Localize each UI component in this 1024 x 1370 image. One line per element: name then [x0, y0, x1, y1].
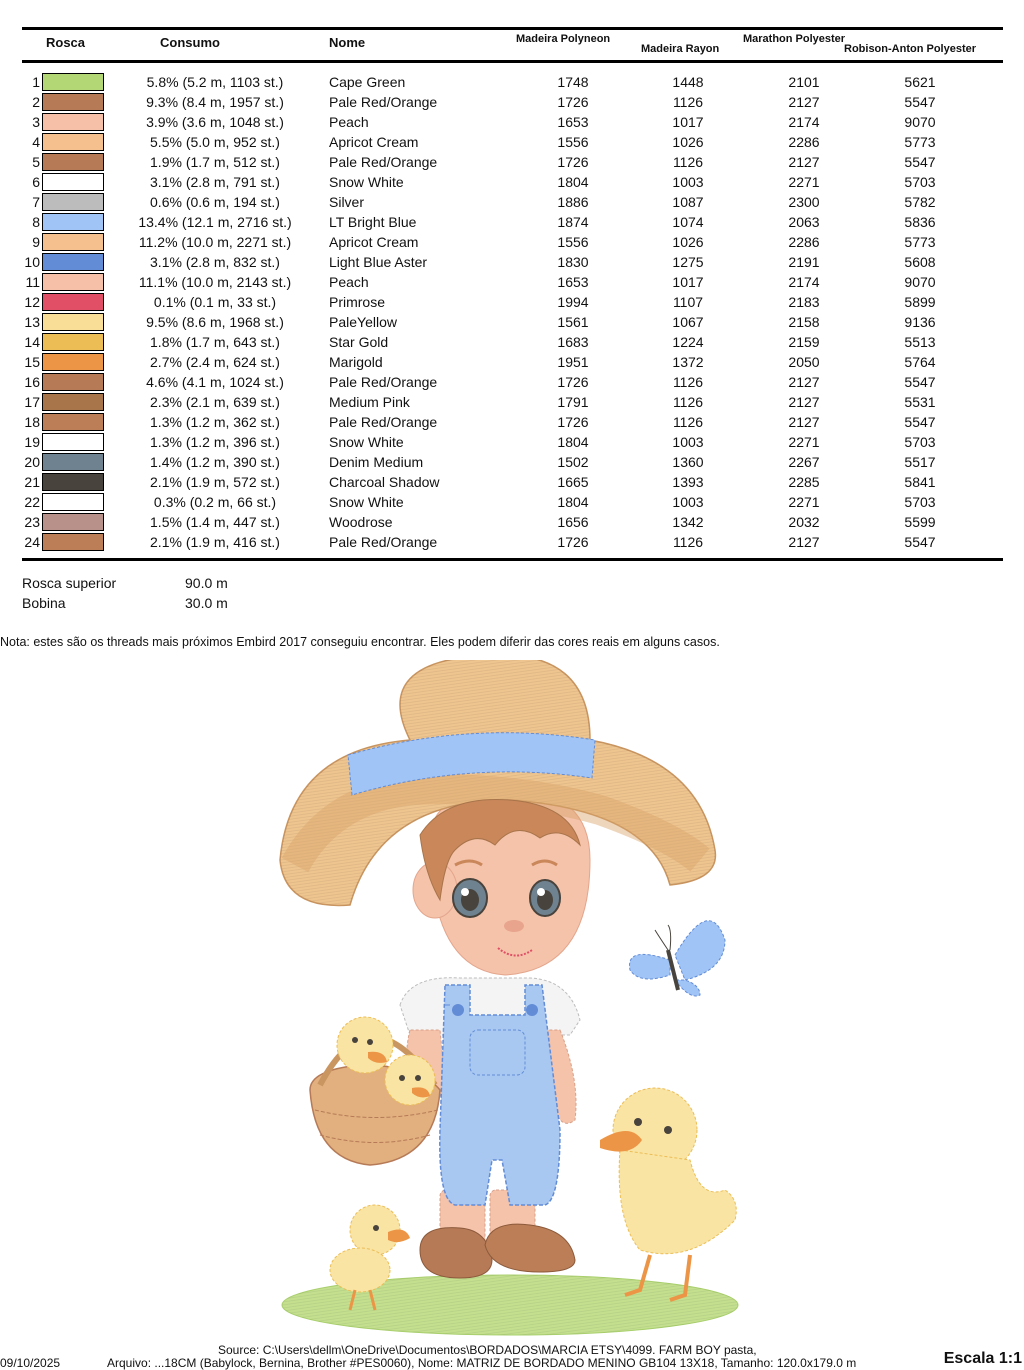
madeira-polyneon-code: 1886: [557, 194, 589, 210]
thread-number: 9: [32, 234, 40, 250]
thread-name: Light Blue Aster: [329, 254, 428, 270]
madeira-polyneon-code: 1653: [557, 114, 589, 130]
madeira-polyneon-code: 1994: [557, 294, 589, 310]
robison-anton-code: 5547: [904, 154, 936, 170]
bobina-label: Bobina: [22, 595, 66, 611]
madeira-polyneon-code: 1874: [557, 214, 589, 230]
robison-anton-code: 9136: [904, 314, 936, 330]
thread-consumption: 9.3% (8.4 m, 1957 st.): [146, 94, 284, 110]
madeira-rayon-code: 1360: [672, 454, 704, 470]
thread-name: Cape Green: [329, 74, 406, 90]
thread-color-swatch: [42, 293, 104, 311]
thread-number: 12: [24, 294, 40, 310]
madeira-rayon-code: 1393: [672, 474, 704, 490]
thread-row: [0, 512, 1024, 532]
footer-scale: Escala 1:1: [943, 1350, 1022, 1367]
marathon-polyester-code: 2183: [788, 294, 820, 310]
madeira-rayon-code: 1107: [672, 294, 704, 310]
thread-number: 6: [32, 174, 40, 190]
robison-anton-code: 5773: [904, 234, 936, 250]
marathon-polyester-code: 2127: [788, 94, 820, 110]
robison-anton-code: 5703: [904, 434, 936, 450]
thread-row: [0, 292, 1024, 312]
madeira-rayon-code: 1126: [672, 154, 704, 170]
madeira-polyneon-code: 1830: [557, 254, 589, 270]
thread-note: Nota: estes são os threads mais próximos Embird 2017 conseguiu encontrar. Eles podem diferir das cores reais em alguns casos.: [0, 635, 720, 649]
header-madeira-rayon: Madeira Rayon: [641, 43, 720, 55]
marathon-polyester-code: 2286: [788, 234, 820, 250]
robison-anton-code: 5547: [904, 534, 936, 550]
thread-consumption: 1.4% (1.2 m, 390 st.): [150, 454, 280, 470]
thread-consumption: 9.5% (8.6 m, 1968 st.): [146, 314, 284, 330]
thread-number: 22: [24, 494, 40, 510]
header-robison-anton-polyester: Robison-Anton Polyester: [844, 43, 977, 55]
thread-row: [0, 312, 1024, 332]
thread-color-swatch: [42, 473, 104, 491]
thread-number: 2: [32, 94, 40, 110]
thread-consumption: 3.1% (2.8 m, 791 st.): [150, 174, 280, 190]
table-top-rule: [22, 27, 1003, 30]
thread-number: 4: [32, 134, 40, 150]
marathon-polyester-code: 2063: [788, 214, 820, 230]
thread-number: 3: [32, 114, 40, 130]
madeira-polyneon-code: 1726: [557, 374, 589, 390]
thread-name: Snow White: [329, 434, 404, 450]
thread-name: Apricot Cream: [329, 134, 419, 150]
marathon-polyester-code: 2285: [788, 474, 820, 490]
thread-number: 19: [24, 434, 40, 450]
thread-name: Peach: [329, 274, 369, 290]
marathon-polyester-code: 2271: [788, 434, 820, 450]
madeira-polyneon-code: 1502: [557, 454, 589, 470]
rosca-superior-value: 90.0 m: [185, 575, 228, 591]
thread-name: Snow White: [329, 494, 404, 510]
marathon-polyester-code: 2191: [788, 254, 820, 270]
marathon-polyester-code: 2127: [788, 394, 820, 410]
thread-row: [0, 92, 1024, 112]
thread-consumption: 2.7% (2.4 m, 624 st.): [150, 354, 280, 370]
madeira-rayon-code: 1026: [672, 234, 704, 250]
thread-table-body: [0, 72, 1024, 552]
marathon-polyester-code: 2127: [788, 154, 820, 170]
thread-name: LT Bright Blue: [329, 214, 417, 230]
thread-row: [0, 372, 1024, 392]
right-shoe: [485, 1224, 575, 1272]
thread-number: 14: [24, 334, 40, 350]
thread-name: Snow White: [329, 174, 404, 190]
thread-color-swatch: [42, 93, 104, 111]
thread-name: Pale Red/Orange: [329, 414, 438, 430]
thread-color-swatch: [42, 133, 104, 151]
madeira-polyneon-code: 1951: [557, 354, 589, 370]
thread-color-swatch: [42, 513, 104, 531]
madeira-polyneon-code: 1556: [557, 134, 589, 150]
robison-anton-code: 5513: [904, 334, 936, 350]
madeira-rayon-code: 1003: [672, 494, 704, 510]
thread-name: Primrose: [329, 294, 386, 310]
marathon-polyester-code: 2127: [788, 414, 820, 430]
thread-number: 17: [24, 394, 40, 410]
marathon-polyester-code: 2267: [788, 454, 820, 470]
thread-row: [0, 532, 1024, 552]
thread-row: [0, 492, 1024, 512]
thread-name: PaleYellow: [329, 314, 397, 330]
thread-color-swatch: [42, 493, 104, 511]
madeira-polyneon-code: 1653: [557, 274, 589, 290]
thread-color-swatch: [42, 153, 104, 171]
thread-row: [0, 392, 1024, 412]
thread-color-swatch: [42, 433, 104, 451]
thread-row: [0, 132, 1024, 152]
thread-color-swatch: [42, 213, 104, 231]
thread-consumption: 2.3% (2.1 m, 639 st.): [150, 394, 280, 410]
table-bottom-rule: [22, 558, 1003, 561]
madeira-rayon-code: 1126: [672, 94, 704, 110]
robison-anton-code: 5836: [904, 214, 936, 230]
madeira-rayon-code: 1126: [672, 374, 704, 390]
thread-consumption: 2.1% (1.9 m, 572 st.): [150, 474, 280, 490]
thread-name: Apricot Cream: [329, 234, 419, 250]
thread-row: [0, 332, 1024, 352]
madeira-rayon-code: 1342: [672, 514, 704, 530]
madeira-rayon-code: 1372: [672, 354, 704, 370]
marathon-polyester-code: 2158: [788, 314, 820, 330]
thread-row: [0, 472, 1024, 492]
robison-anton-code: 5782: [904, 194, 936, 210]
madeira-polyneon-code: 1726: [557, 534, 589, 550]
robison-anton-code: 5547: [904, 374, 936, 390]
header-marathon-polyester: Marathon Polyester: [743, 33, 846, 45]
thread-consumption: 4.6% (4.1 m, 1024 st.): [146, 374, 284, 390]
thread-number: 24: [24, 534, 40, 550]
madeira-polyneon-code: 1656: [557, 514, 589, 530]
thread-consumption: 1.8% (1.7 m, 643 st.): [150, 334, 280, 350]
thread-row: [0, 252, 1024, 272]
marathon-polyester-code: 2127: [788, 374, 820, 390]
madeira-rayon-code: 1017: [672, 114, 704, 130]
thread-color-swatch: [42, 233, 104, 251]
robison-anton-code: 5517: [904, 454, 936, 470]
madeira-rayon-code: 1126: [672, 534, 704, 550]
thread-consumption: 0.3% (0.2 m, 66 st.): [153, 494, 277, 510]
thread-number: 1: [32, 74, 40, 90]
thread-consumption: 11.1% (10.0 m, 2143 st.): [138, 274, 292, 290]
madeira-rayon-code: 1275: [672, 254, 704, 270]
thread-number: 8: [32, 214, 40, 230]
thread-row: [0, 172, 1024, 192]
madeira-polyneon-code: 1665: [557, 474, 589, 490]
thread-name: Denim Medium: [329, 454, 424, 470]
robison-anton-code: 5773: [904, 134, 936, 150]
thread-number: 10: [24, 254, 40, 270]
thread-name: Marigold: [329, 354, 383, 370]
robison-anton-code: 5599: [904, 514, 936, 530]
robison-anton-code: 5764: [904, 354, 936, 370]
table-header-rule: [22, 60, 1003, 63]
thread-consumption: 1.3% (1.2 m, 362 st.): [150, 414, 280, 430]
thread-name: Pale Red/Orange: [329, 94, 438, 110]
thread-consumption: 5.5% (5.0 m, 952 st.): [150, 134, 280, 150]
robison-anton-code: 5703: [904, 494, 936, 510]
thread-color-swatch: [42, 333, 104, 351]
madeira-rayon-code: 1074: [672, 214, 704, 230]
madeira-polyneon-code: 1726: [557, 414, 589, 430]
robison-anton-code: 5841: [904, 474, 936, 490]
footer-arquivo: Arquivo: ...18CM (Babylock, Bernina, Brother #PES0060), Nome: MATRIZ DE BORDADO MENINO GB104 13X18, Tamanho: 120.0x179.0 m: [107, 1356, 857, 1370]
thread-consumption: 1.5% (1.4 m, 447 st.): [150, 514, 280, 530]
thread-name: Peach: [329, 114, 369, 130]
marathon-polyester-code: 2159: [788, 334, 820, 350]
thread-consumption: 3.9% (3.6 m, 1048 st.): [146, 114, 284, 130]
thread-consumption: 5.8% (5.2 m, 1103 st.): [146, 74, 284, 90]
robison-anton-code: 9070: [904, 114, 936, 130]
thread-number: 11: [25, 274, 40, 290]
thread-consumption: 11.2% (10.0 m, 2271 st.): [138, 234, 292, 250]
thread-color-swatch: [42, 313, 104, 331]
thread-row: [0, 232, 1024, 252]
thread-color-swatch: [42, 113, 104, 131]
madeira-polyneon-code: 1804: [557, 174, 589, 190]
madeira-polyneon-code: 1804: [557, 494, 589, 510]
madeira-polyneon-code: 1804: [557, 434, 589, 450]
thread-number: 5: [32, 154, 40, 170]
thread-color-swatch: [42, 353, 104, 371]
thread-color-swatch: [42, 393, 104, 411]
marathon-polyester-code: 2174: [788, 114, 820, 130]
madeira-rayon-code: 1026: [672, 134, 704, 150]
marathon-polyester-code: 2300: [788, 194, 820, 210]
thread-color-swatch: [42, 533, 104, 551]
thread-row: [0, 452, 1024, 472]
thread-color-swatch: [42, 173, 104, 191]
thread-name: Pale Red/Orange: [329, 374, 438, 390]
madeira-rayon-code: 1126: [672, 394, 704, 410]
robison-anton-code: 5703: [904, 174, 936, 190]
thread-color-swatch: [42, 253, 104, 271]
madeira-rayon-code: 1003: [672, 434, 704, 450]
thread-number: 16: [24, 374, 40, 390]
thread-number: 13: [24, 314, 40, 330]
thread-color-swatch: [42, 193, 104, 211]
thread-name: Pale Red/Orange: [329, 534, 438, 550]
thread-color-swatch: [42, 73, 104, 91]
header-madeira-polyneon: Madeira Polyneon: [516, 33, 611, 45]
marathon-polyester-code: 2174: [788, 274, 820, 290]
madeira-rayon-code: 1126: [672, 414, 704, 430]
madeira-rayon-code: 1448: [672, 74, 704, 90]
thread-number: 20: [24, 454, 40, 470]
header-consumo: Consumo: [160, 35, 220, 50]
thread-color-swatch: [42, 413, 104, 431]
thread-row: [0, 112, 1024, 132]
madeira-rayon-code: 1003: [672, 174, 704, 190]
robison-anton-code: 5547: [904, 94, 936, 110]
madeira-polyneon-code: 1748: [557, 74, 589, 90]
thread-number: 7: [32, 194, 40, 210]
thread-consumption: 1.9% (1.7 m, 512 st.): [150, 154, 280, 170]
robison-anton-code: 5531: [904, 394, 936, 410]
madeira-polyneon-code: 1556: [557, 234, 589, 250]
thread-name: Silver: [329, 194, 365, 210]
thread-consumption: 0.1% (0.1 m, 33 st.): [153, 294, 277, 310]
thread-number: 15: [24, 354, 40, 370]
thread-row: [0, 352, 1024, 372]
thread-name: Medium Pink: [329, 394, 410, 410]
robison-anton-code: 5547: [904, 414, 936, 430]
thread-row: [0, 152, 1024, 172]
madeira-polyneon-code: 1561: [557, 314, 589, 330]
thread-name: Pale Red/Orange: [329, 154, 438, 170]
thread-consumption: 1.3% (1.2 m, 396 st.): [150, 434, 280, 450]
marathon-polyester-code: 2271: [788, 174, 820, 190]
thread-row: [0, 72, 1024, 92]
thread-number: 21: [24, 474, 40, 490]
marathon-polyester-code: 2271: [788, 494, 820, 510]
rosca-superior-label: Rosca superior: [22, 575, 117, 591]
marathon-polyester-code: 2286: [788, 134, 820, 150]
madeira-polyneon-code: 1683: [557, 334, 589, 350]
robison-anton-code: 5608: [904, 254, 936, 270]
madeira-rayon-code: 1017: [672, 274, 704, 290]
bobina-value: 30.0 m: [185, 595, 228, 611]
thread-name: Woodrose: [329, 514, 393, 530]
madeira-polyneon-code: 1791: [557, 394, 589, 410]
thread-row: [0, 212, 1024, 232]
madeira-rayon-code: 1067: [672, 314, 704, 330]
header-nome: Nome: [329, 35, 366, 50]
thread-name: Star Gold: [329, 334, 389, 350]
robison-anton-code: 5621: [904, 74, 936, 90]
robison-anton-code: 5899: [904, 294, 936, 310]
butterfly: [630, 921, 726, 996]
footer-source: Source: C:\Users\dellm\OneDrive\Documentos\BORDADOS\MARCIA ETSY\4099. FARM BOY pasta,: [218, 1343, 757, 1357]
marathon-polyester-code: 2050: [788, 354, 820, 370]
madeira-rayon-code: 1224: [672, 334, 704, 350]
thread-color-swatch: [42, 453, 104, 471]
thread-row: [0, 432, 1024, 452]
embroidery-design-preview: [270, 660, 760, 1340]
overalls: [440, 985, 560, 1205]
thread-consumption: 3.1% (2.8 m, 832 st.): [150, 254, 280, 270]
thread-consumption: 13.4% (12.1 m, 2716 st.): [138, 214, 292, 230]
madeira-rayon-code: 1087: [672, 194, 704, 210]
thread-consumption: 2.1% (1.9 m, 416 st.): [150, 534, 280, 550]
marathon-polyester-code: 2127: [788, 534, 820, 550]
header-rosca: Rosca: [46, 35, 86, 50]
thread-number: 23: [24, 514, 40, 530]
thread-row: [0, 272, 1024, 292]
robison-anton-code: 9070: [904, 274, 936, 290]
marathon-polyester-code: 2101: [788, 74, 820, 90]
thread-color-swatch: [42, 373, 104, 391]
thread-color-swatch: [42, 273, 104, 291]
thread-number: 18: [24, 414, 40, 430]
thread-row: [0, 412, 1024, 432]
thread-consumption: 0.6% (0.6 m, 194 st.): [150, 194, 280, 210]
marathon-polyester-code: 2032: [788, 514, 820, 530]
thread-row: [0, 192, 1024, 212]
madeira-polyneon-code: 1726: [557, 94, 589, 110]
madeira-polyneon-code: 1726: [557, 154, 589, 170]
thread-name: Charcoal Shadow: [329, 474, 440, 490]
footer-date: 09/10/2025: [0, 1356, 61, 1370]
